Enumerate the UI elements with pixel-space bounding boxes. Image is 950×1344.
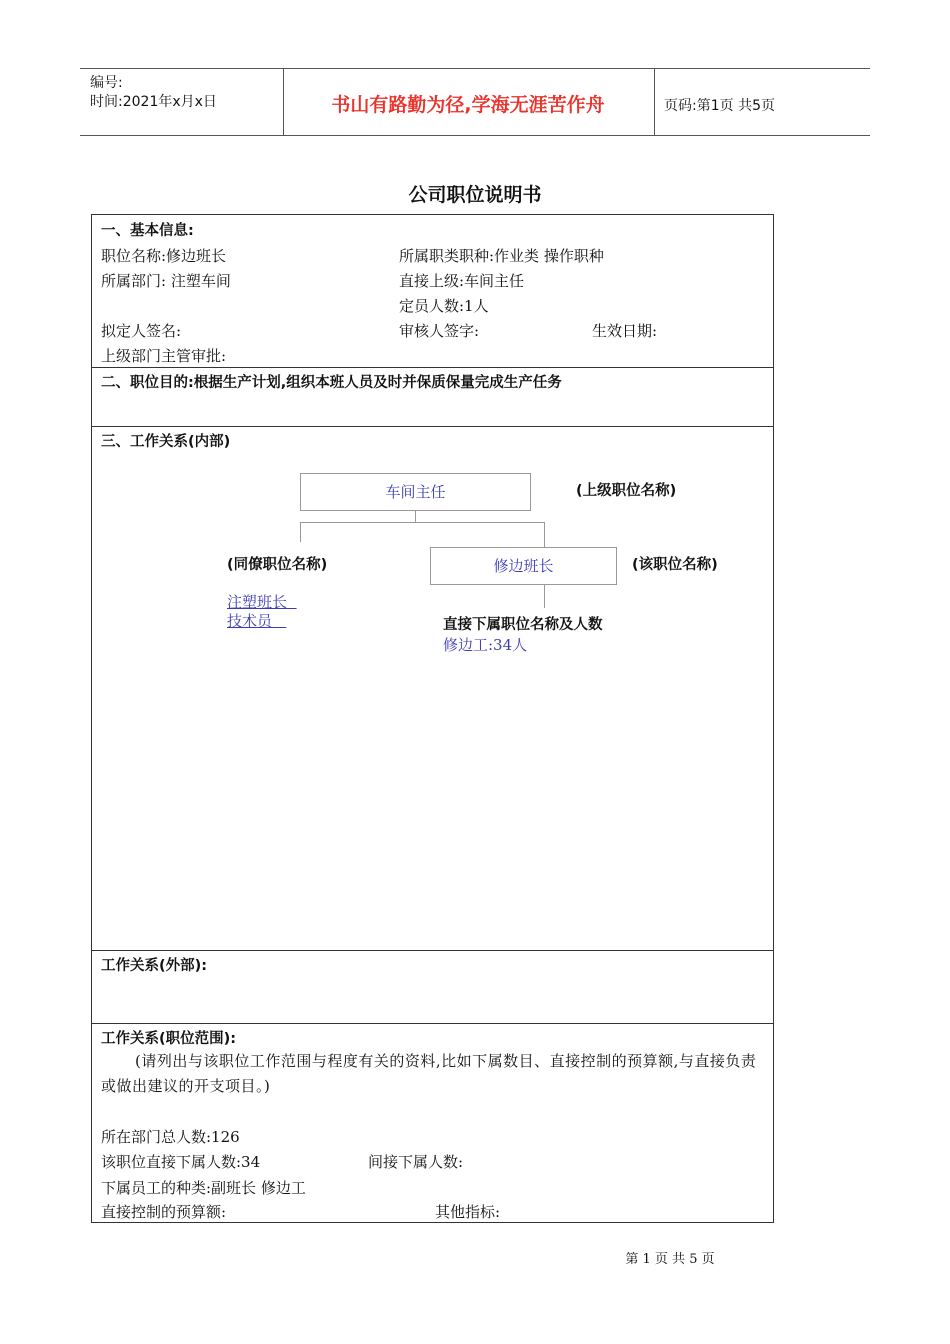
subordinate-heading: 直接下属职位名称及人数: [443, 617, 603, 633]
row-divider-3: [91, 950, 774, 951]
effective-date: 生效日期:: [592, 322, 658, 340]
position-purpose: 二、职位目的:根据生产计划,组织本班人员及时并保质保量完成生产任务: [101, 375, 562, 391]
row-divider-1: [91, 367, 774, 368]
scope-heading: 工作关系(职位范围):: [101, 1031, 237, 1047]
internal-relations-heading: 三、工作关系(内部): [101, 434, 231, 450]
connector-superior-down: [415, 511, 416, 522]
superior-position-label: 车间主任: [385, 483, 446, 501]
direct-reports-count: 该职位直接下属人数:34: [101, 1153, 261, 1171]
report-types: 下属员工的种类:副班长 修边工: [101, 1179, 306, 1197]
document-title: 公司职位说明书: [408, 184, 542, 206]
header-bottom-rule: [80, 135, 870, 136]
header-date-label: 时间:2021年x月x日: [90, 94, 217, 110]
self-position-label: 修边班长: [493, 557, 554, 575]
peer-position-2[interactable]: 技术员: [227, 612, 287, 630]
job-family: 所属职类职种:作业类 操作职种: [399, 247, 604, 265]
connector-self-down: [544, 585, 545, 608]
connector-self-branch: [544, 522, 545, 547]
department: 所属部门: 注塑车间: [101, 272, 231, 290]
header-motto: 书山有路勤为径,学海无涯苦作舟: [331, 94, 605, 116]
header-divider-right: [654, 68, 655, 136]
peer-position-1[interactable]: 注塑班长: [227, 593, 297, 611]
direct-budget: 直接控制的预算额:: [101, 1203, 227, 1221]
subordinate-value: 修边工:34人: [443, 636, 528, 654]
basic-info-heading: 一、基本信息:: [101, 223, 194, 239]
header-page-info: 页码:第1页 共5页: [664, 98, 775, 114]
dept-total-headcount: 所在部门总人数:126: [101, 1128, 240, 1146]
row-divider-4: [91, 1023, 774, 1024]
self-position-note: (该职位名称): [632, 557, 718, 573]
connector-horizontal: [300, 522, 544, 523]
approver: 上级部门主管审批:: [101, 347, 227, 365]
header-top-rule: [80, 68, 870, 69]
direct-supervisor: 直接上级:车间主任: [399, 272, 525, 290]
superior-position-note: (上级职位名称): [576, 483, 677, 499]
reviewer-signature: 审核人签字:: [399, 322, 480, 340]
connector-peer-branch: [300, 522, 301, 542]
indirect-reports-count: 间接下属人数:: [368, 1153, 464, 1171]
drafter-signature: 拟定人签名:: [101, 322, 182, 340]
position-name: 职位名称:修边班长: [101, 247, 227, 265]
peer-position-note: (同僚职位名称): [227, 557, 328, 573]
other-metrics: 其他指标:: [435, 1203, 501, 1221]
page-footer: 第 1 页 共 5 页: [625, 1252, 715, 1267]
row-divider-2: [91, 426, 774, 427]
self-position-box: [430, 547, 617, 585]
external-relations-heading: 工作关系(外部):: [101, 958, 208, 974]
superior-position-box: [300, 473, 531, 511]
scope-instruction: (请列出与该职位工作范围与程度有关的资料,比如下属数目、直接控制的预算额,与直接负责或做出建议的开支项目。): [101, 1052, 757, 1095]
header-number-label: 编号:: [90, 75, 123, 91]
headcount: 定员人数:1人: [399, 297, 489, 315]
